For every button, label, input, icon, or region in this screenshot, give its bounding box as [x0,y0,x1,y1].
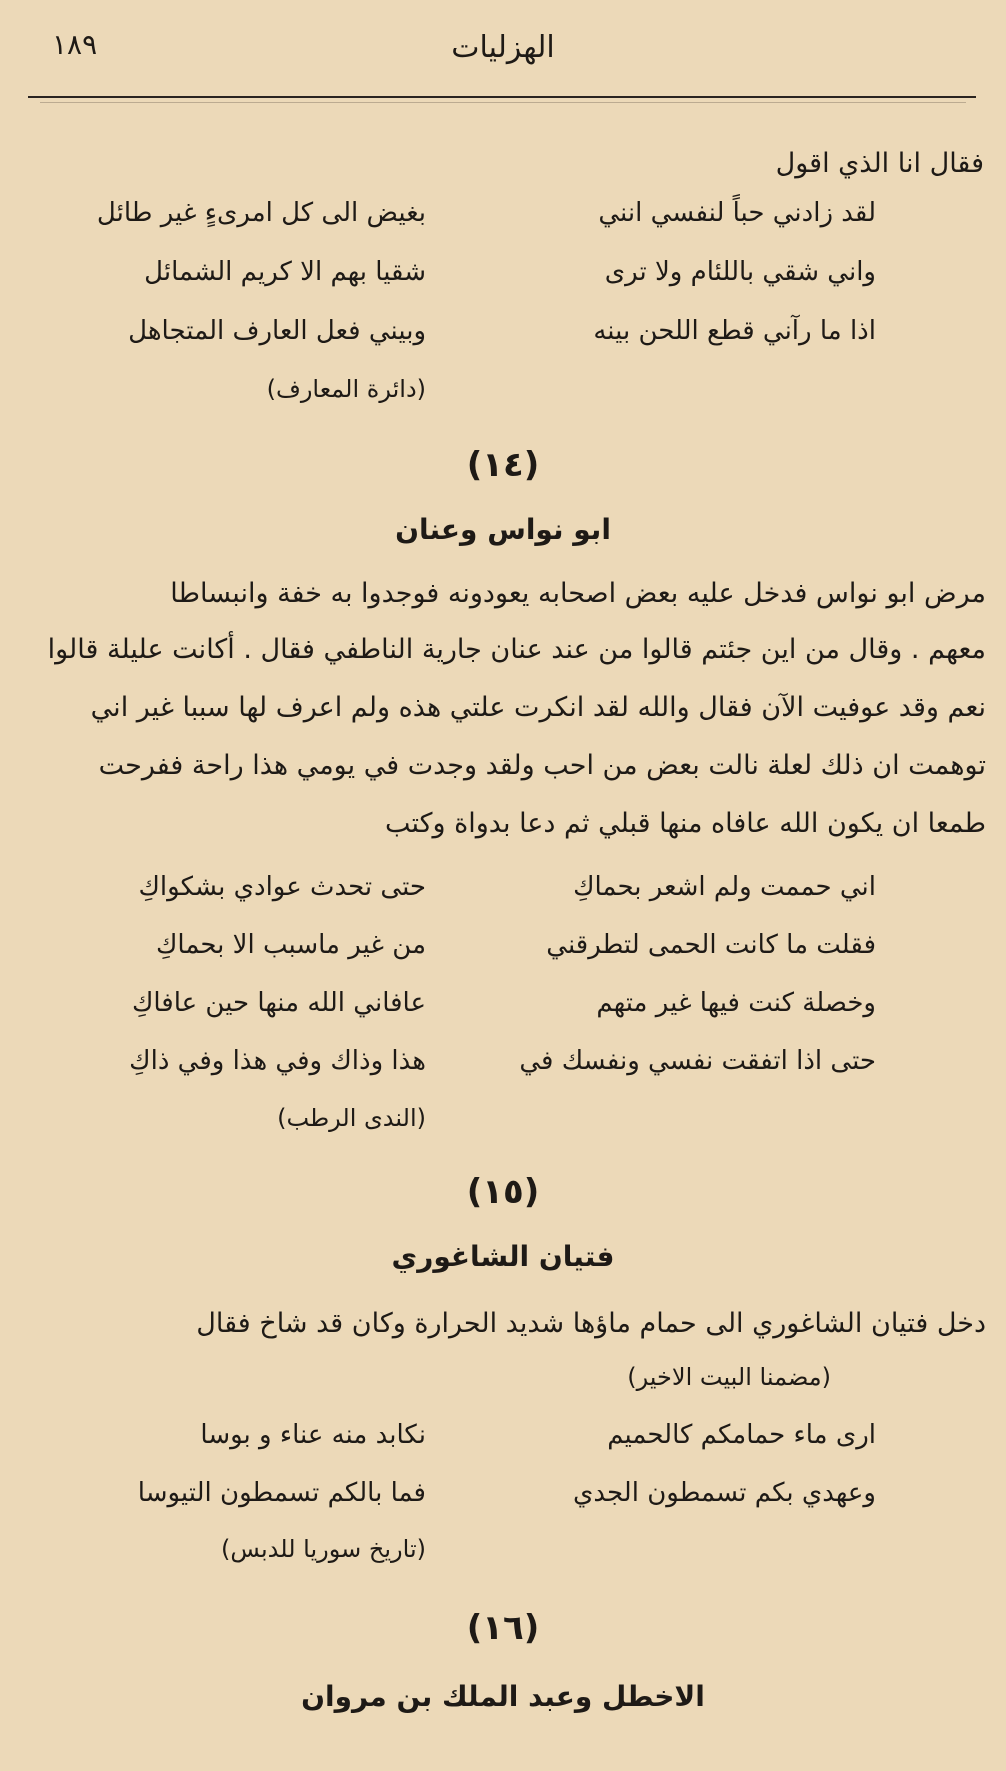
section-14-verse-1-left: حتى تحدث عوادي بشكواكِ [138,872,426,902]
poem1-verse-2-left: شقيا بهم الا كريم الشمائل [144,257,426,287]
poem1-verse-3-left: وبيني فعل العارف المتجاهل [128,316,426,346]
section-14-verse-2-left: من غير ماسبب الا بحماكِ [155,930,426,960]
section-14-verse-1-right: اني حممت ولم اشعر بحماكِ [573,872,876,902]
section-14-verse-3-right: وخصلة كنت فيها غير متهم [596,988,876,1018]
section-15-verse-1-left: نكابد منه عناء و بوسا [200,1420,426,1450]
header-rule-thin [40,102,966,103]
section-16-number: (١٦) [466,1608,540,1648]
section-15-number: (١٥) [466,1172,540,1212]
poem1-verse-1-right: لقد زادني حباً لنفسي انني [598,198,876,228]
section-14-source: (الندى الرطب) [277,1104,426,1132]
section-15-verse-2-right: وعهدي بكم تسمطون الجدي [573,1478,876,1508]
intro-line: فقال انا الذي اقول [775,148,984,179]
section-15-verse-1-right: ارى ماء حمامكم كالحميم [607,1420,876,1450]
section-15-para-line-1: دخل فتيان الشاغوري الى حمام ماؤها شديد الحرارة وكان قد شاخ فقال [196,1308,986,1339]
section-14-para-line-2: معهم . وقال من اين جئتم قالوا من عند عنان جارية الناطفي فقال . أكانت عليلة قالوا [47,634,986,665]
section-14-para-line-3: نعم وقد عوفيت الآن فقال والله لقد انكرت علتي هذه ولم اعرف لها سببا غير اني [90,692,986,723]
section-14-para-line-4: توهمت ان ذلك لعلة نالت بعض من احب ولقد وجدت في يومي هذا راحة ففرحت [98,750,986,781]
running-title: الهزليات [451,30,555,65]
poem1-verse-1-left: بغيض الى كل امرىءٍ غير طائل [96,198,426,228]
section-14-para-line-5: طمعا ان يكون الله عافاه منها قبلي ثم دعا بدواة وكتب [384,808,986,839]
section-14-verse-3-left: عافاني الله منها حين عافاكِ [131,988,426,1018]
poem1-verse-2-right: واني شقي باللئام ولا ترى [604,257,876,287]
section-15-source: (تاريخ سوريا للدبس) [221,1535,426,1563]
section-15-para-line-2: (مضمنا البيت الاخير) [627,1363,831,1391]
section-14-verse-4-left: هذا وذاك وفي هذا وفي ذاكِ [129,1046,426,1076]
section-15-verse-2-left: فما بالكم تسمطون التيوسا [137,1478,426,1508]
section-14-verse-2-right: فقلت ما كانت الحمى لتطرقني [546,930,876,960]
section-15-title: فتيان الشاغوري [391,1240,615,1273]
header-rule [28,96,976,98]
section-16-title: الاخطل وعبد الملك بن مروان [301,1680,705,1713]
page-number: ١٨٩ [52,28,98,61]
section-14-number: (١٤) [466,445,540,485]
poem1-source: (دائرة المعارف) [266,375,426,403]
section-14-para-line-1: مرض ابو نواس فدخل عليه بعض اصحابه يعودونه فوجدوا به خفة وانبساطا [170,578,986,609]
section-14-title: ابو نواس وعنان [395,513,611,546]
section-14-verse-4-right: حتى اذا اتفقت نفسي ونفسك في [519,1046,876,1076]
poem1-verse-3-right: اذا ما رآني قطع اللحن بينه [593,316,876,346]
